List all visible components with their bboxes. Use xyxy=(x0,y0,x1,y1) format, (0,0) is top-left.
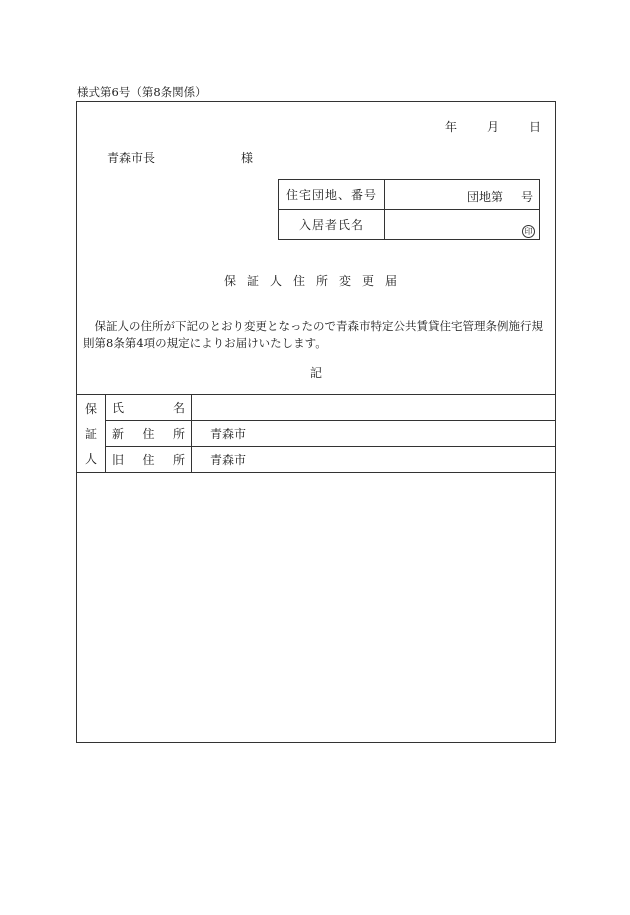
seal-icon: 印 xyxy=(522,225,535,238)
new-address-row xyxy=(77,421,556,447)
ki-heading: 記 xyxy=(309,366,322,380)
date-year: 年 xyxy=(444,120,457,134)
resident-name-row xyxy=(279,210,540,240)
side-char: 保 xyxy=(84,402,97,416)
danchi-number xyxy=(467,188,533,205)
date-day: 日 xyxy=(528,120,541,134)
side-char: 人 xyxy=(84,452,97,466)
resident-name-value[interactable] xyxy=(385,210,540,240)
residence-row xyxy=(279,180,540,210)
old-address-value[interactable]: 青森市 xyxy=(192,447,556,473)
guarantor-name-label: 氏 名 xyxy=(106,395,192,421)
guarantor-name-value[interactable] xyxy=(192,395,556,421)
guarantor-side-label xyxy=(77,395,106,473)
guarantor-table xyxy=(76,394,556,473)
body-text: 保証人の住所が下記のとおり変更となったので青森市特定公共賃貸住宅管理条例施行規則第8条第4項の規定によりお届けいたします。 xyxy=(83,319,543,350)
addressee-name: 青森市長 xyxy=(107,151,156,165)
new-address-value[interactable]: 青森市 xyxy=(192,421,556,447)
applicant-table xyxy=(278,179,540,240)
addressee xyxy=(107,149,253,166)
addressee-honorific: 様 xyxy=(241,151,254,165)
form-number: 様式第6号（第8条関係） xyxy=(77,85,207,99)
number-label: 号 xyxy=(520,190,533,204)
date-line xyxy=(445,118,541,135)
form-frame xyxy=(76,101,556,743)
guarantor-name-row xyxy=(77,395,556,421)
side-char: 証 xyxy=(84,427,97,441)
residence-label: 住宅団地、番号 xyxy=(279,180,385,210)
resident-name-label: 入居者氏名 xyxy=(279,210,385,240)
danchi-label: 団地第 xyxy=(466,190,503,204)
old-address-label: 旧 住 所 xyxy=(106,447,192,473)
new-address-label: 新 住 所 xyxy=(106,421,192,447)
residence-value[interactable] xyxy=(385,180,540,210)
form-title: 保証人住所変更届 xyxy=(223,274,408,288)
old-address-row xyxy=(77,447,556,473)
date-month: 月 xyxy=(486,120,499,134)
